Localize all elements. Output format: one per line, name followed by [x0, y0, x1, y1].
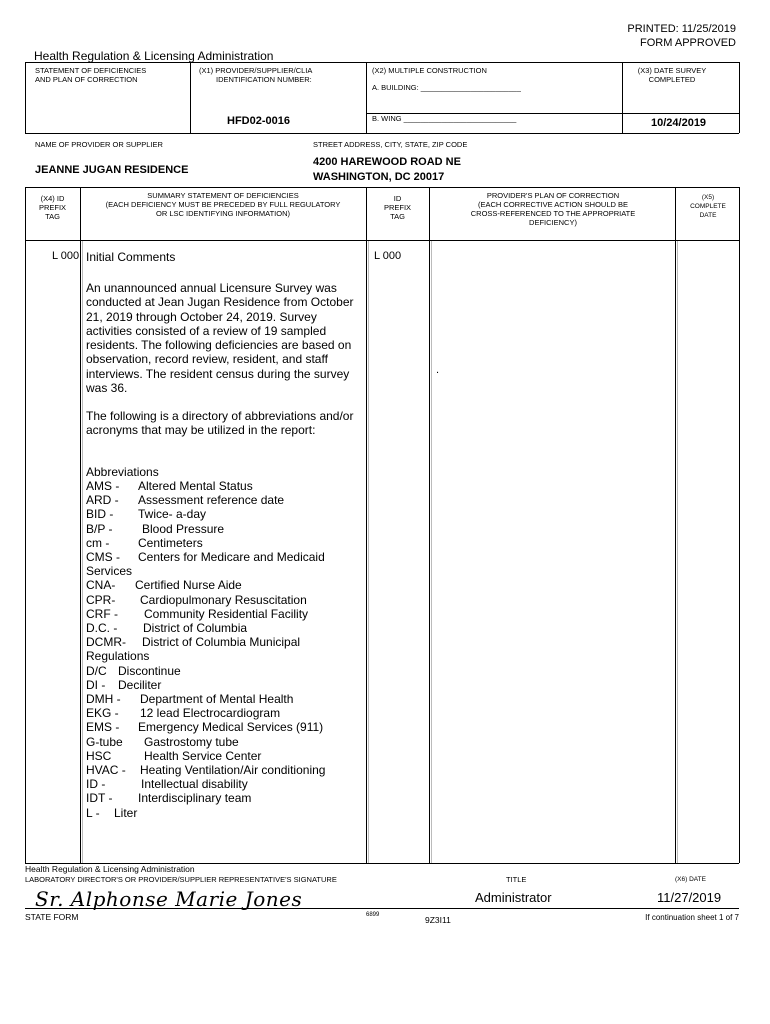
abbreviation-meaning: Health Service Center: [144, 748, 262, 763]
title-label: TITLE: [506, 875, 527, 884]
abbreviation-meaning: Assessment reference date: [138, 493, 285, 508]
signature: Sr. Alphonse Marie Jones: [35, 887, 303, 911]
abbreviation-meaning: Department of Mental Health: [140, 692, 294, 707]
x5-header: (X5) COMPLETE DATE: [690, 194, 726, 219]
abbreviation-meaning: Emergency Medical Services (911): [138, 720, 324, 735]
abbreviation-code: ARD -: [86, 493, 119, 508]
abbreviation-code: DMH -: [86, 692, 121, 707]
abbreviation-row: [86, 763, 364, 777]
abbreviation-code: DCMR-: [86, 635, 126, 650]
abbreviation-code: IDT -: [86, 791, 113, 806]
abbreviation-row: [86, 550, 364, 564]
form-number: 6899: [366, 912, 380, 918]
abbreviation-code: EKG -: [86, 706, 119, 721]
abbreviation-row: [86, 621, 364, 635]
directory-paragraph-line: acronyms that may be utilized in the report:: [86, 423, 316, 438]
provider-name: JEANNE JUGAN RESIDENCE: [35, 164, 189, 176]
abbreviation-code: Services: [86, 564, 133, 579]
abbreviation-meaning: 12 lead Electrocardiogram: [140, 706, 281, 721]
abbreviation-meaning: Discontinue: [118, 663, 181, 678]
abbreviation-row: [86, 806, 364, 820]
abbreviation-row: [86, 664, 364, 678]
entry-title: Initial Comments: [86, 250, 176, 264]
survey-paragraph-line: interviews. The resident census during the survey: [86, 366, 350, 381]
abbreviation-code: ID -: [86, 777, 106, 792]
plan-header: PROVIDER'S PLAN OF CORRECTION (EACH CORRECTIVE ACTION SHOULD BE CROSS-REFERENCED TO THE APPROPRIATE DEFICIENCY): [470, 191, 636, 227]
abbreviation-meaning: Community Residential Facility: [144, 606, 309, 621]
x4-header: (X4) ID PREFIX TAG: [38, 194, 67, 221]
statement-label: STATEMENT OF DEFICIENCIES AND PLAN OF CORRECTION: [35, 66, 147, 84]
abbreviation-meaning: Interdisciplinary team: [138, 791, 252, 806]
survey-paragraph: [86, 281, 364, 395]
abbreviation-meaning: Liter: [114, 805, 138, 820]
abbreviation-meaning: Heating Ventilation/Air conditioning: [140, 763, 326, 778]
abbreviation-row: [86, 649, 364, 663]
abbreviation-row: [86, 749, 364, 763]
abbreviations-list: [86, 479, 364, 820]
abbreviation-code: B/P -: [86, 521, 113, 536]
tag-right: L 000: [374, 250, 402, 262]
abbreviation-meaning: Altered Mental Status: [138, 479, 253, 493]
abbreviation-row: [86, 522, 364, 536]
abbreviation-meaning: Centimeters: [138, 535, 203, 550]
abbreviation-code: CNA-: [86, 578, 116, 593]
plan-dot: .: [436, 364, 440, 376]
abbreviation-code: cm -: [86, 535, 110, 550]
abbreviation-meaning: District of Columbia: [143, 621, 248, 636]
abbreviation-code: CMS -: [86, 550, 120, 565]
abbreviation-row: [86, 564, 364, 578]
abbreviation-row: [86, 607, 364, 621]
form-approved: FORM APPROVED: [640, 37, 736, 49]
abbreviation-row: [86, 777, 364, 791]
address-label: STREET ADDRESS, CITY, STATE, ZIP CODE: [313, 140, 468, 149]
abbreviation-row: [86, 578, 364, 592]
abbreviation-meaning: Twice- a-day: [138, 507, 207, 522]
abbreviation-row: [86, 479, 364, 493]
abbreviation-code: BID -: [86, 507, 114, 522]
abbreviation-meaning: Certified Nurse Aide: [135, 578, 242, 593]
abbreviation-code: G-tube: [86, 734, 123, 749]
abbreviation-meaning: Intellectual disability: [141, 777, 248, 792]
state-form: STATE FORM: [25, 912, 79, 922]
summary-header: SUMMARY STATEMENT OF DEFICIENCIES (EACH DEFICIENCY MUST BE PRECEDED BY FULL REGULATORY OR LSC IDENTIFYING INFORMATION): [105, 191, 341, 218]
abbreviation-row: [86, 678, 364, 692]
abbreviation-row: [86, 706, 364, 720]
signed-date: 11/27/2019: [657, 890, 722, 905]
abbreviation-row: [86, 791, 364, 805]
abbreviation-row: [86, 635, 364, 649]
abbreviation-meaning: District of Columbia Municipal: [142, 635, 301, 650]
x1-label: (X1) PROVIDER/SUPPLIER/CLIA IDENTIFICATION NUMBER:: [199, 66, 313, 84]
abbreviation-meaning: Blood Pressure: [142, 521, 225, 536]
abbreviation-row: [86, 507, 364, 521]
abbreviation-meaning: Gastrostomy tube: [144, 734, 239, 749]
abbreviation-code: D/C: [86, 663, 107, 678]
abbreviation-code: HSC: [86, 748, 112, 763]
abbreviations-heading: Abbreviations: [86, 465, 159, 479]
abbreviation-code: D.C. -: [86, 621, 118, 636]
abbreviation-code: EMS -: [86, 720, 120, 735]
abbreviation-code: L -: [86, 805, 100, 820]
abbreviation-row: [86, 720, 364, 734]
wing-field: B. WING ___________________________: [372, 114, 517, 123]
x3-label: (X3) DATE SURVEY COMPLETED: [637, 66, 707, 84]
abbreviation-row: [86, 692, 364, 706]
signature-label: LABORATORY DIRECTOR'S OR PROVIDER/SUPPLIER REPRESENTATIVE'S SIGNATURE: [25, 875, 337, 884]
provider-id: HFD02-0016: [227, 115, 290, 127]
abbreviation-code: CRF -: [86, 606, 118, 621]
survey-paragraph-line: was 36.: [86, 381, 128, 396]
provider-name-label: NAME OF PROVIDER OR SUPPLIER: [35, 140, 163, 149]
id-header: ID PREFIX TAG: [383, 194, 412, 221]
abbreviation-row: [86, 735, 364, 749]
survey-paragraph-line: conducted at Jean Jugan Residence from October: [86, 295, 354, 310]
date-label: (X6) DATE: [675, 876, 706, 883]
survey-paragraph-line: An unannounced annual Licensure Survey was: [86, 281, 337, 295]
survey-paragraph-line: activities consisted of a review of 19 sampled: [86, 323, 327, 338]
title-value: Administrator: [475, 890, 552, 905]
footer-agency: Health Regulation & Licensing Administration: [25, 864, 195, 874]
abbreviation-meaning: Cardiopulmonary Resuscitation: [140, 592, 307, 607]
abbreviation-code: CPR-: [86, 592, 116, 607]
survey-paragraph-line: residents. The following deficiencies are based on: [86, 338, 352, 353]
printed-date: PRINTED: 11/25/2019: [627, 23, 736, 35]
abbreviation-code: Regulations: [86, 649, 150, 664]
abbreviation-code: DI -: [86, 677, 106, 692]
directory-paragraph: [86, 409, 364, 438]
survey-paragraph-line: 21, 2019 through October 24, 2019. Survey: [86, 309, 317, 324]
x2-label: (X2) MULTIPLE CONSTRUCTION: [372, 66, 487, 75]
continuation-sheet: If continuation sheet 1 of 7: [645, 913, 739, 922]
tag-left: L 000: [52, 250, 80, 262]
address: 4200 HAREWOOD ROAD NE WASHINGTON, DC 20017: [313, 156, 461, 183]
directory-paragraph-line: The following is a directory of abbreviations and/or: [86, 409, 354, 423]
agency-title: Health Regulation & Licensing Administration: [34, 49, 274, 63]
abbreviation-meaning: Centers for Medicare and Medicaid: [138, 550, 325, 565]
survey-paragraph-line: observation, record review, resident, and staff: [86, 352, 328, 367]
building-field: A. BUILDING: ________________________: [372, 83, 521, 92]
abbreviation-row: [86, 493, 364, 507]
abbreviation-row: [86, 593, 364, 607]
abbreviation-code: AMS -: [86, 479, 120, 493]
event-id: 9Z3I11: [425, 915, 451, 925]
abbreviation-code: HVAC -: [86, 763, 126, 778]
abbreviation-row: [86, 536, 364, 550]
survey-date: 10/24/2019: [651, 117, 707, 129]
abbreviation-meaning: Deciliter: [118, 677, 162, 692]
